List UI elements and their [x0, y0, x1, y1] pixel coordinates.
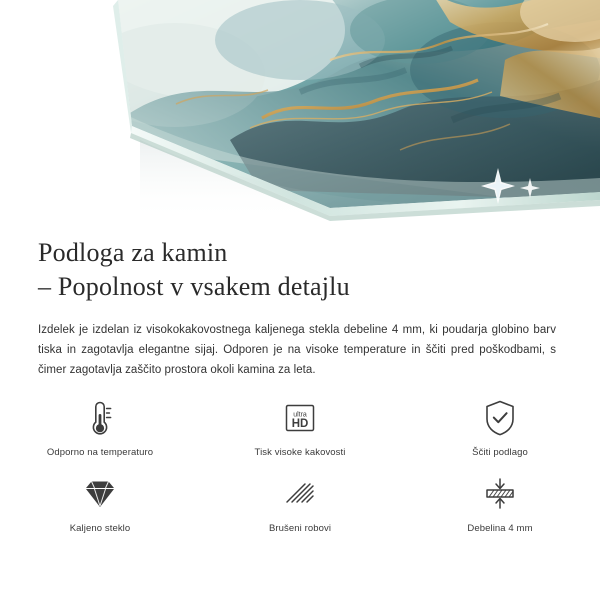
feature-item-print-quality: [200, 396, 400, 472]
page-title: [0, 222, 600, 304]
headline-line-2: – Popolnost v vsakem detajlu: [38, 272, 350, 301]
thickness-4mm-icon: [477, 472, 523, 516]
svg-text:HD: HD: [291, 418, 309, 430]
feature-item-tempered-glass: [0, 472, 200, 548]
headline-line-1: Podloga za kamin: [38, 238, 228, 267]
shield-check-icon: [480, 396, 520, 440]
ultra-hd-icon: [278, 396, 322, 440]
feature-label: Odporno na temperaturo: [46, 447, 154, 458]
thermometer-icon: [82, 396, 118, 440]
feature-item-protects-surface: [400, 396, 600, 472]
feature-item-temperature: [0, 396, 200, 472]
content-block: [0, 222, 600, 380]
feature-label: Brušeni robovi: [268, 523, 332, 534]
svg-text:ultra: ultra: [293, 411, 307, 419]
description-paragraph: Izdelek je izdelan iz visokokakovostnega kaljenega stekla debeline 4 mm, ki poudarja globino barv tiska in zagotavlja elegantne sijaj. Odporen je na visoke temperature in ščiti pred poškodbami, s čimer zagotavlja zaščito prostora okoli kamina za leta.: [38, 324, 556, 376]
feature-label: Tisk visoke kakovosti: [254, 447, 346, 458]
feature-grid: [0, 396, 600, 548]
feature-label: Ščiti podlago: [472, 447, 528, 458]
feature-label: Debelina 4 mm: [467, 523, 533, 534]
polished-edges-icon: [277, 472, 323, 516]
marble-glass-panel-illustration: [0, 0, 600, 222]
feature-item-polished-edges: [200, 472, 400, 548]
hero-image: [0, 0, 600, 222]
feature-item-thickness: [400, 472, 600, 548]
feature-label: Kaljeno steklo: [69, 523, 131, 534]
diamond-icon: [77, 472, 123, 516]
